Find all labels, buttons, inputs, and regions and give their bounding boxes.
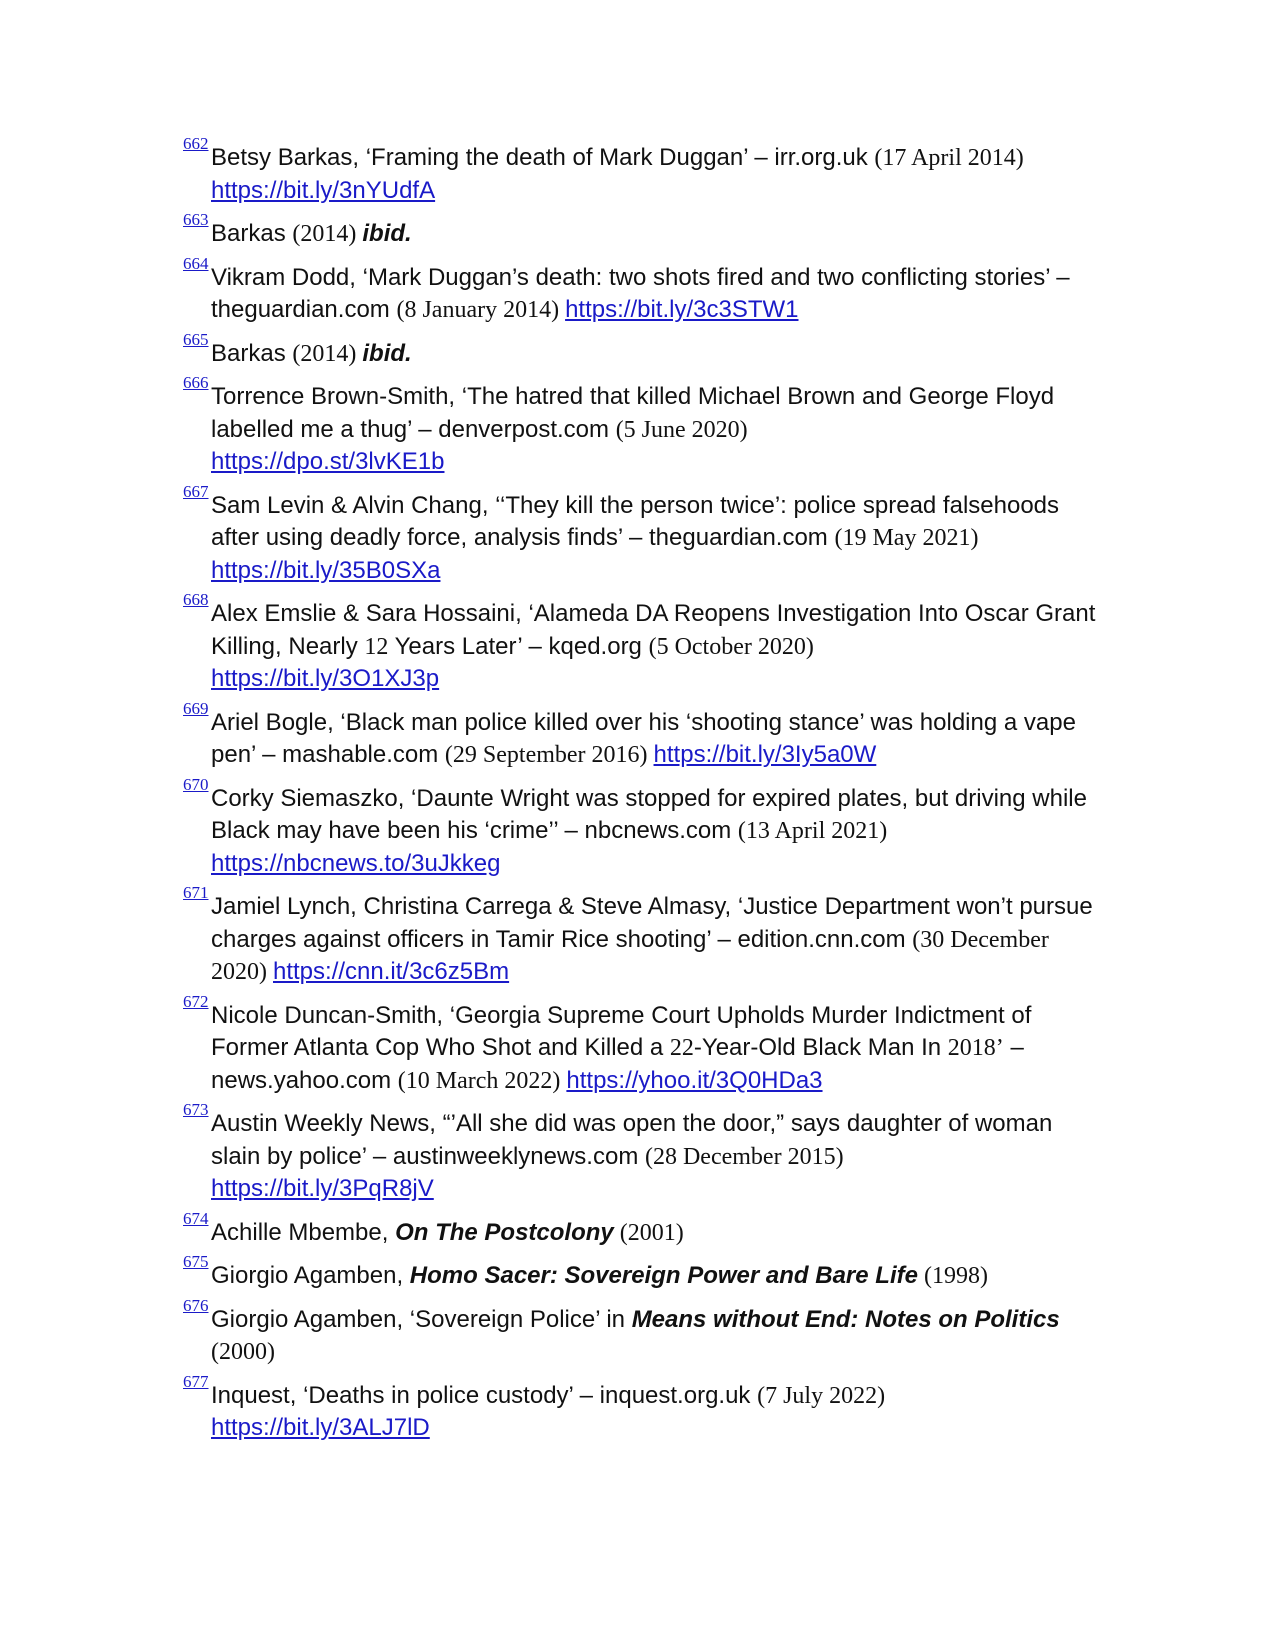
footnote-663 xyxy=(183,210,1103,251)
footnote-number[interactable]: 676 xyxy=(183,1295,209,1315)
footnote-662 xyxy=(183,134,1103,207)
footnote-number[interactable]: 677 xyxy=(183,1371,209,1391)
footnote-date: (19 May 2021) xyxy=(834,525,979,551)
footnote-665 xyxy=(183,329,1103,371)
footnote-date: (5 June 2020) xyxy=(615,416,748,443)
footnote-number[interactable]: 673 xyxy=(183,1100,209,1119)
footnote-674 xyxy=(183,1208,1103,1250)
footnote-book-title: Means without End: Notes on Politics xyxy=(631,1305,1060,1333)
footnotes-page xyxy=(183,134,1103,1456)
footnote-text-cont: Years Later’ – kqed.org xyxy=(388,632,649,660)
footnote-date: (17 April 2014) xyxy=(874,145,1024,171)
footnote-link[interactable]: https://bit.ly/3ALJ7lD xyxy=(211,1414,430,1441)
footnote-link[interactable]: https://bit.ly/3PqR8jV xyxy=(211,1175,434,1202)
footnote-667 xyxy=(183,481,1103,588)
footnote-number-inline: 22 xyxy=(669,1035,694,1061)
footnote-date: (30 December 2020) xyxy=(211,926,1049,985)
footnote-date: (2000) xyxy=(211,1339,275,1365)
footnote-ibid: ibid. xyxy=(362,220,412,247)
footnote-date: (2014) xyxy=(292,221,363,247)
footnote-date: (28 December 2015) xyxy=(644,1143,844,1170)
footnote-number[interactable]: 664 xyxy=(183,253,209,273)
footnote-link[interactable]: https://yhoo.it/3Q0HDa3 xyxy=(566,1066,823,1094)
footnote-text: Achille Mbembe, xyxy=(211,1218,396,1246)
footnote-ibid: ibid. xyxy=(362,339,412,367)
footnote-675 xyxy=(183,1252,1103,1293)
footnote-number[interactable]: 665 xyxy=(183,329,209,349)
footnote-number[interactable]: 674 xyxy=(183,1208,209,1228)
footnote-date: (2001) xyxy=(613,1219,684,1246)
footnote-date: (13 April 2021) xyxy=(737,818,888,844)
footnote-text: Betsy Barkas, ‘Framing the death of Mark Duggan’ – irr.org.uk xyxy=(211,144,875,171)
footnote-671 xyxy=(183,883,1103,989)
footnote-book-title: Homo Sacer: Sovereign Power and Bare Life xyxy=(409,1262,918,1289)
footnote-664 xyxy=(183,253,1103,327)
footnote-date: (1998) xyxy=(917,1263,988,1289)
footnote-date: (2014) xyxy=(292,340,363,367)
footnote-link[interactable]: https://bit.ly/35B0SXa xyxy=(211,556,441,584)
footnote-number[interactable]: 672 xyxy=(183,991,209,1011)
footnote-673 xyxy=(183,1100,1103,1206)
footnote-source: – news.yahoo.com xyxy=(211,1034,1024,1094)
footnote-book-title: On The Postcolony xyxy=(395,1218,614,1246)
footnote-text: Austin Weekly News, “’All she did was open the door,” says daughter of woman slain by police’ – austinweeklynews.com xyxy=(211,1110,1053,1170)
footnote-672 xyxy=(183,991,1103,1098)
footnote-number[interactable]: 666 xyxy=(183,373,209,392)
footnote-676 xyxy=(183,1295,1103,1369)
footnote-link[interactable]: https://bit.ly/3Iy5a0W xyxy=(653,741,877,768)
footnote-date: (5 October 2020) xyxy=(648,633,814,660)
footnote-text: Barkas xyxy=(211,220,293,247)
footnote-date: (29 September 2016) xyxy=(444,742,654,768)
footnote-link[interactable]: https://dpo.st/3lvKE1b xyxy=(211,448,445,475)
footnote-text: Giorgio Agamben, ‘Sovereign Police’ in xyxy=(211,1305,632,1333)
footnote-text: Giorgio Agamben, xyxy=(211,1262,410,1289)
footnote-text: Vikram Dodd, ‘Mark Duggan’s death: two shots fired and two conflicting stories’ – theguardian.com xyxy=(211,263,1070,323)
footnote-text-cont: -Year-Old Black Man In xyxy=(693,1034,948,1061)
footnote-text: Corky Siemaszko, ‘Daunte Wright was stopped for expired plates, but driving while Black may have been his ‘crime’’ – nbcnews.com xyxy=(211,784,1087,844)
footnote-669 xyxy=(183,698,1103,772)
footnote-text: Inquest, ‘Deaths in police custody’ – inquest.org.uk xyxy=(211,1381,758,1409)
footnote-text: Sam Levin & Alvin Chang, ‘‘They kill the person twice’: police spread falsehoods after using deadly force, analysis finds’ – theguardian.com xyxy=(211,491,1060,551)
footnote-number[interactable]: 669 xyxy=(183,698,209,718)
footnote-number[interactable]: 662 xyxy=(183,134,209,153)
footnote-year-inline: 2018’ xyxy=(947,1035,1004,1061)
footnote-date: (7 July 2022) xyxy=(757,1382,886,1409)
footnote-link[interactable]: https://nbcnews.to/3uJkkeg xyxy=(211,849,501,877)
footnote-text: Barkas xyxy=(211,339,293,367)
footnote-link[interactable]: https://bit.ly/3O1XJ3p xyxy=(211,665,440,692)
footnote-number[interactable]: 668 xyxy=(183,590,209,609)
footnote-number-inline: 12 xyxy=(364,633,389,660)
footnote-date: (10 March 2022) xyxy=(397,1067,567,1094)
footnote-text: Nicole Duncan-Smith, ‘Georgia Supreme Court Upholds Murder Indictment of Former Atlanta Cop Who Shot and Killed a xyxy=(211,1001,1032,1061)
footnote-text: Jamiel Lynch, Christina Carrega & Steve Almasy, ‘Justice Department won’t pursue charges against officers in Tamir Rice shooting’ – edition.cnn.com xyxy=(211,893,1093,953)
footnote-text: Torrence Brown-Smith, ‘The hatred that killed Michael Brown and George Floyd labelled me a thug’ – denverpost.com xyxy=(211,383,1055,443)
footnote-number[interactable]: 671 xyxy=(183,883,209,902)
footnote-677 xyxy=(183,1371,1103,1445)
footnote-670 xyxy=(183,774,1103,881)
footnote-date: (8 January 2014) xyxy=(396,297,566,323)
footnote-number[interactable]: 667 xyxy=(183,481,209,501)
footnote-text: Ariel Bogle, ‘Black man police killed over his ‘shooting stance’ was holding a vape pen’ – mashable.com xyxy=(211,708,1076,768)
footnote-number[interactable]: 670 xyxy=(183,774,209,794)
footnote-number[interactable]: 663 xyxy=(183,210,209,229)
footnote-number[interactable]: 675 xyxy=(183,1252,209,1271)
footnote-666 xyxy=(183,373,1103,479)
footnote-text: Alex Emslie & Sara Hossaini, ‘Alameda DA Reopens Investigation Into Oscar Grant Killing, Nearly xyxy=(211,600,1096,660)
footnote-link[interactable]: https://bit.ly/3c3STW1 xyxy=(565,296,799,323)
footnote-link[interactable]: https://bit.ly/3nYUdfA xyxy=(211,176,436,204)
footnote-link[interactable]: https://cnn.it/3c6z5Bm xyxy=(273,958,510,985)
footnote-668 xyxy=(183,590,1103,696)
